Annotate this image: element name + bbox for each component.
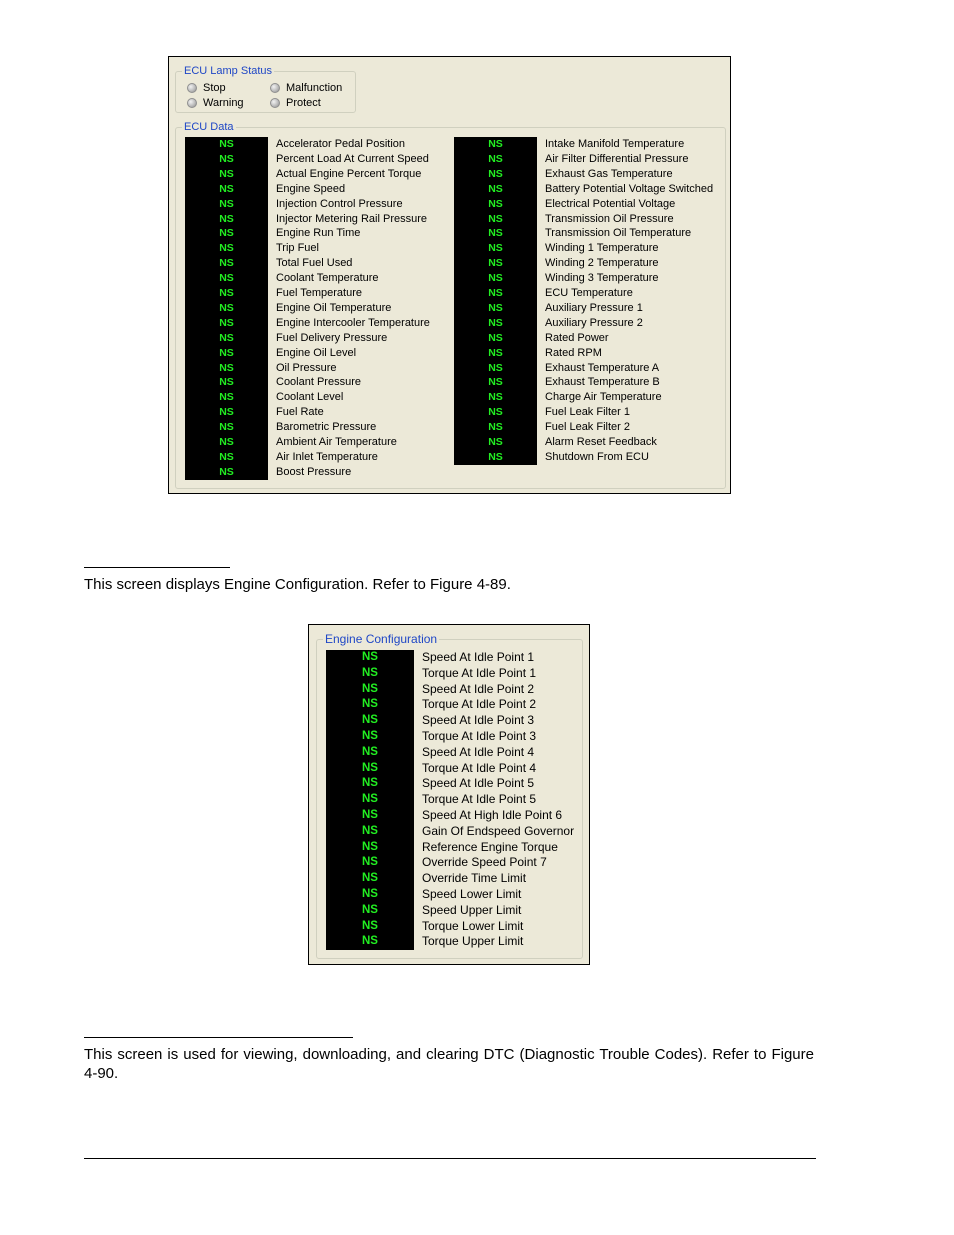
data-row [185, 331, 387, 346]
value-readout: NS [219, 227, 234, 240]
value-readout: NS [488, 361, 503, 374]
value-readout: NS [362, 651, 378, 663]
value-readout: NS [488, 197, 503, 210]
value-readout: NS [219, 242, 234, 255]
parameter-label: Total Fuel Used [276, 257, 353, 270]
parameter-label: Speed Upper Limit [422, 902, 522, 917]
value-readout: NS [362, 809, 378, 821]
parameter-label: Rated Power [545, 331, 609, 344]
data-row [326, 776, 534, 792]
dtc-description: This screen is used for viewing, downloading, and clearing DTC (Diagnostic Trouble Codes). Refer to Figure 4-90. [84, 1046, 814, 1082]
ecu-lamp-status-group [175, 65, 356, 113]
ecu-data-title: ECU Data [184, 121, 234, 133]
data-row [185, 301, 391, 316]
data-row [185, 271, 379, 286]
value-readout: NS [362, 666, 378, 679]
value-readout: NS [362, 714, 378, 727]
parameter-label: Ambient Air Temperature [276, 436, 397, 448]
value-readout: NS [362, 856, 378, 869]
data-row [454, 137, 684, 152]
value-readout: NS [219, 212, 234, 225]
data-row [454, 405, 630, 420]
data-row [185, 167, 421, 182]
value-readout: NS [362, 777, 378, 790]
lamp-indicator-icon [270, 98, 280, 108]
data-row [454, 450, 649, 465]
parameter-label: Battery Potential Voltage Switched [545, 182, 714, 195]
data-row [454, 226, 691, 241]
parameter-label: ECU Temperature [545, 287, 633, 299]
data-row [454, 346, 602, 361]
value-readout: NS [488, 301, 503, 314]
parameter-label: Speed At Idle Point 4 [422, 744, 535, 759]
data-row [326, 729, 536, 745]
parameter-label: Speed At Idle Point 2 [422, 681, 535, 696]
parameter-label: Speed Lower Limit [422, 887, 522, 901]
value-readout: NS [362, 761, 378, 774]
parameter-label: Fuel Leak Filter 2 [545, 421, 630, 434]
value-readout: NS [362, 919, 378, 932]
value-readout: NS [488, 287, 503, 299]
footnote-rule-1 [84, 567, 230, 568]
data-row [185, 152, 429, 167]
value-readout: NS [488, 242, 503, 255]
lamp-indicator-icon [187, 98, 197, 108]
value-readout: NS [219, 182, 234, 195]
parameter-label: Engine Run Time [276, 227, 361, 240]
data-row [326, 903, 521, 919]
value-readout: NS [219, 316, 234, 329]
lamp-indicator-icon [187, 83, 197, 93]
data-row [185, 256, 352, 271]
parameter-label: Override Time Limit [422, 871, 527, 886]
value-readout: NS [362, 682, 378, 695]
data-row [326, 745, 534, 761]
value-readout: NS [219, 391, 234, 404]
parameter-label: Torque Upper Limit [422, 934, 524, 949]
data-row [454, 212, 674, 227]
engine-configuration-title: Engine Configuration [325, 632, 438, 646]
value-readout: NS [219, 406, 234, 419]
data-row [185, 420, 376, 435]
data-row [185, 375, 361, 390]
lamp-malfunction [270, 82, 342, 94]
parameter-label: Override Speed Point 7 [422, 855, 547, 870]
lamp-protect [270, 97, 321, 109]
parameter-label: Speed At High Idle Point 6 [422, 808, 563, 822]
parameter-label: Oil Pressure [276, 361, 337, 374]
value-readout: NS [219, 376, 234, 389]
page-footer-rule [84, 1158, 816, 1159]
value-readout: NS [362, 888, 378, 900]
parameter-label: Fuel Rate [276, 406, 324, 419]
value-readout: NS [219, 421, 234, 434]
data-row [454, 316, 643, 331]
parameter-label: Electrical Potential Voltage [545, 197, 676, 210]
parameter-label: Torque Lower Limit [422, 918, 524, 933]
value-readout: NS [362, 872, 378, 885]
parameter-label: Shutdown From ECU [545, 450, 649, 463]
value-readout: NS [488, 376, 503, 389]
value-readout: NS [362, 824, 378, 837]
parameter-label: Torque At Idle Point 3 [422, 729, 537, 743]
data-row [185, 361, 337, 376]
data-row [326, 824, 574, 840]
data-row [326, 713, 534, 729]
data-row [454, 167, 673, 182]
parameter-label: Exhaust Temperature A [545, 361, 660, 374]
lamp-warning [187, 97, 244, 109]
value-readout: NS [488, 346, 503, 359]
data-row [326, 934, 523, 950]
value-readout: NS [488, 316, 503, 329]
parameter-label: Barometric Pressure [276, 421, 377, 434]
value-readout: NS [488, 257, 503, 270]
value-readout: NS [488, 138, 503, 150]
value-readout: NS [488, 391, 503, 404]
parameter-label: Torque At Idle Point 4 [422, 760, 537, 775]
parameter-label: Intake Manifold Temperature [545, 138, 685, 150]
engine-config-description: This screen displays Engine Configuration. Refer to Figure 4-89. [84, 576, 511, 593]
value-readout: NS [362, 745, 378, 758]
parameter-label: Injection Control Pressure [276, 197, 403, 210]
parameter-label: Boost Pressure [276, 465, 352, 478]
data-row [454, 420, 630, 435]
parameter-label: Air Filter Differential Pressure [545, 152, 689, 165]
data-row [185, 435, 397, 450]
data-row [454, 435, 657, 450]
parameter-label: Auxiliary Pressure 2 [545, 316, 643, 329]
parameter-label: Accelerator Pedal Position [276, 138, 406, 150]
parameter-label: Engine Speed [276, 182, 346, 195]
parameter-label: Winding 2 Temperature [545, 257, 659, 270]
value-readout: NS [219, 197, 234, 210]
parameter-label: Transmission Oil Pressure [545, 212, 674, 225]
parameter-label: Trip Fuel [276, 242, 319, 255]
engine-configuration-panel [308, 624, 590, 965]
parameter-label: Air Inlet Temperature [276, 450, 378, 463]
value-readout: NS [362, 935, 378, 948]
data-row [185, 241, 319, 256]
value-readout: NS [362, 840, 378, 853]
data-row [454, 241, 659, 256]
value-readout: NS [488, 406, 503, 419]
ecu-panel [168, 56, 731, 494]
parameter-label: Exhaust Temperature B [545, 376, 660, 389]
data-row [454, 331, 609, 346]
parameter-label: Torque At Idle Point 1 [422, 665, 537, 680]
value-readout: NS [219, 152, 234, 165]
value-readout: NS [219, 436, 234, 448]
data-row [326, 840, 558, 856]
parameter-label: Torque At Idle Point 2 [422, 697, 537, 712]
data-row [454, 286, 633, 301]
value-readout: NS [488, 212, 503, 225]
lamp-label: Warning [203, 97, 244, 109]
value-readout: NS [219, 346, 234, 359]
data-row [185, 316, 430, 331]
parameter-label: Fuel Leak Filter 1 [545, 406, 630, 419]
data-row [454, 256, 659, 271]
lamp-label: Stop [203, 82, 226, 94]
parameter-label: Winding 1 Temperature [545, 242, 659, 255]
parameter-label: Gain Of Endspeed Governor [422, 823, 575, 838]
footnote-rule-2 [84, 1037, 353, 1038]
parameter-label: Coolant Pressure [276, 376, 361, 389]
parameter-label: Speed At Idle Point 1 [422, 650, 535, 664]
parameter-label: Engine Oil Temperature [276, 301, 392, 314]
data-row [185, 137, 405, 152]
data-row [185, 405, 324, 420]
parameter-label: Coolant Level [276, 391, 344, 404]
parameter-label: Percent Load At Current Speed [276, 152, 429, 165]
parameter-label: Fuel Delivery Pressure [276, 331, 388, 344]
parameter-label: Exhaust Gas Temperature [545, 167, 673, 180]
lamp-indicator-icon [270, 83, 280, 93]
parameter-label: Engine Oil Level [276, 346, 357, 359]
parameter-label: Engine Intercooler Temperature [276, 316, 430, 329]
data-row [185, 346, 356, 361]
data-row [326, 761, 536, 777]
data-row [454, 271, 659, 286]
data-row [326, 871, 526, 887]
value-readout: NS [219, 301, 234, 314]
value-readout: NS [219, 361, 234, 374]
value-readout: NS [219, 287, 234, 299]
parameter-label: Fuel Temperature [276, 287, 363, 299]
value-readout: NS [362, 903, 378, 916]
data-row [326, 887, 521, 903]
value-readout: NS [219, 272, 234, 285]
lamp-label: Protect [286, 97, 321, 109]
data-row [326, 808, 562, 824]
value-readout: NS [219, 257, 234, 270]
value-readout: NS [488, 436, 503, 448]
value-readout: NS [488, 450, 503, 463]
data-row [185, 182, 345, 197]
data-row [326, 697, 536, 713]
data-row [326, 666, 536, 682]
data-row [185, 286, 362, 301]
value-readout: NS [362, 793, 378, 806]
parameter-label: Injector Metering Rail Pressure [276, 212, 428, 225]
parameter-label: Reference Engine Torque [422, 839, 558, 854]
data-row [185, 465, 351, 480]
parameter-label: Alarm Reset Feedback [545, 436, 657, 448]
parameter-label: Winding 3 Temperature [545, 272, 659, 285]
value-readout: NS [488, 421, 503, 434]
parameter-label: Auxiliary Pressure 1 [545, 301, 643, 314]
data-row [454, 375, 660, 390]
value-readout: NS [488, 152, 503, 165]
data-row [326, 792, 536, 808]
parameter-label: Speed At Idle Point 3 [422, 713, 535, 728]
data-row [326, 650, 534, 666]
value-readout: NS [219, 331, 234, 344]
ecu-lamp-status-title: ECU Lamp Status [184, 65, 273, 77]
data-row [185, 450, 378, 465]
parameter-label: Torque At Idle Point 5 [422, 792, 537, 807]
value-readout: NS [219, 450, 234, 463]
data-row [185, 197, 403, 212]
value-readout: NS [219, 167, 234, 180]
data-row [326, 682, 534, 698]
value-readout: NS [488, 167, 503, 180]
parameter-label: Actual Engine Percent Torque [276, 167, 422, 180]
data-row [185, 390, 343, 405]
value-readout: NS [362, 698, 378, 711]
value-readout: NS [488, 331, 503, 344]
parameter-label: Transmission Oil Temperature [545, 227, 692, 240]
lamp-stop [187, 82, 226, 94]
parameter-label: Rated RPM [545, 346, 602, 359]
data-row [454, 152, 688, 167]
data-row [185, 212, 427, 227]
data-row [185, 226, 360, 241]
value-readout: NS [362, 730, 378, 742]
data-row [454, 361, 659, 376]
value-readout: NS [219, 465, 234, 478]
value-readout: NS [488, 227, 503, 240]
data-row [326, 855, 547, 871]
value-readout: NS [488, 272, 503, 285]
lamp-label: Malfunction [286, 82, 343, 94]
data-row [454, 197, 675, 212]
data-row [326, 919, 523, 935]
parameter-label: Coolant Temperature [276, 272, 379, 285]
data-row [454, 182, 713, 197]
value-readout: NS [219, 138, 234, 150]
value-readout: NS [488, 182, 503, 195]
data-row [454, 390, 662, 405]
parameter-label: Charge Air Temperature [545, 391, 662, 404]
data-row [454, 301, 643, 316]
parameter-label: Speed At Idle Point 5 [422, 776, 535, 791]
